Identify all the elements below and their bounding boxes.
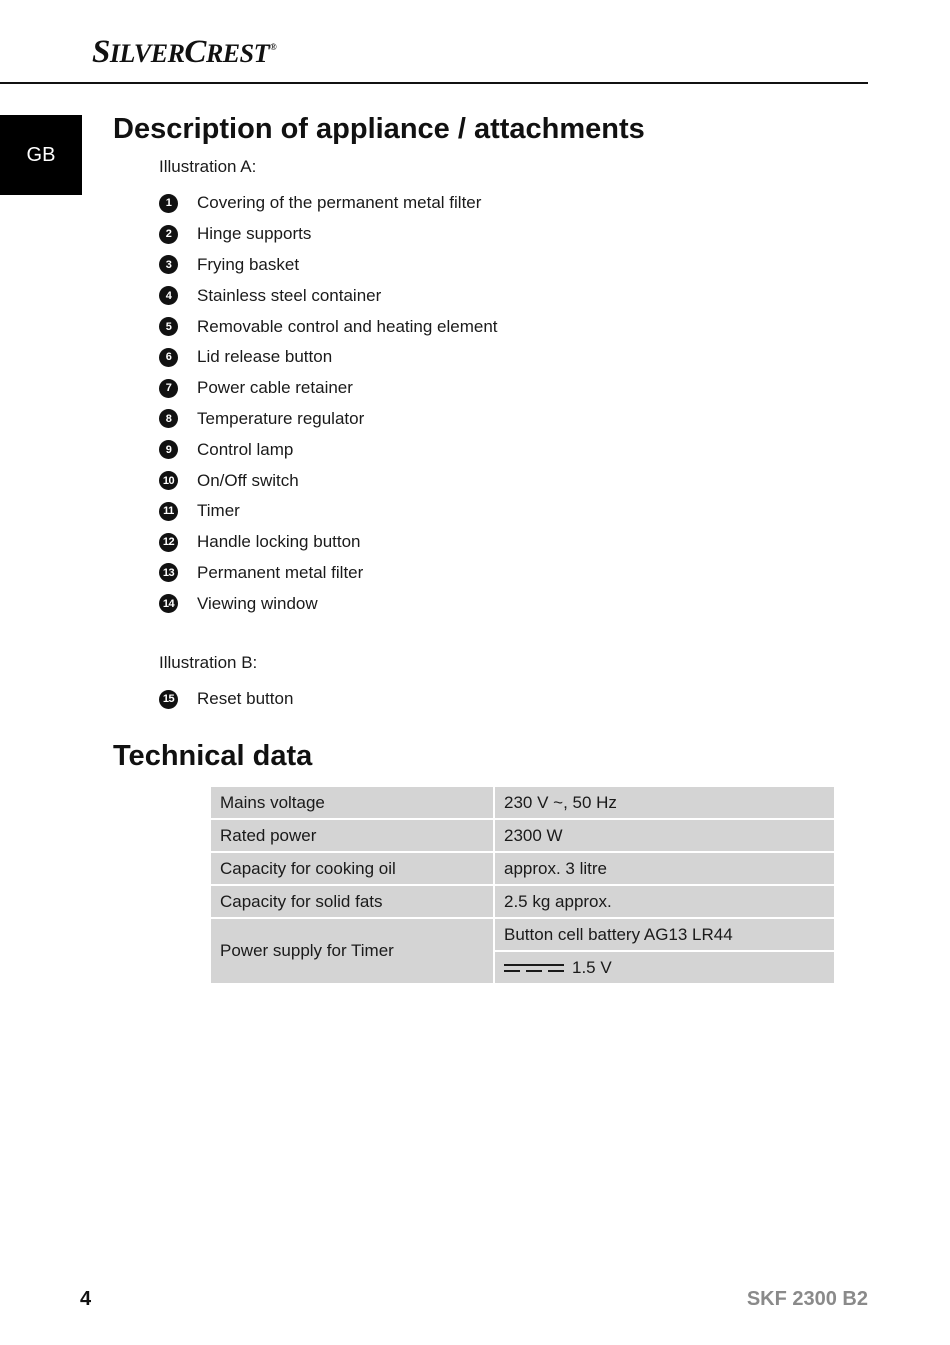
- table-row: [211, 787, 834, 820]
- list-item: [159, 219, 498, 250]
- table-row: [211, 919, 834, 952]
- spec-label: Power supply for Timer: [211, 919, 495, 985]
- list-item: [159, 588, 498, 619]
- item-number-badge: 12: [159, 533, 178, 552]
- item-number-badge: 10: [159, 471, 178, 490]
- item-number-badge: 1: [159, 194, 178, 213]
- list-item: [159, 373, 498, 404]
- item-label: Covering of the permanent metal filter: [197, 193, 482, 213]
- item-number-badge: 7: [159, 379, 178, 398]
- list-item: [159, 558, 498, 589]
- item-number-badge: 3: [159, 255, 178, 274]
- item-number-badge: 11: [159, 502, 178, 521]
- item-number-badge: 8: [159, 409, 178, 428]
- item-label: Permanent metal filter: [197, 562, 364, 582]
- list-item: [159, 280, 498, 311]
- brand-logo: SILVERCREST®: [92, 34, 277, 70]
- item-label: Reset button: [197, 689, 294, 709]
- item-label: Frying basket: [197, 254, 300, 274]
- list-item: [159, 311, 498, 342]
- spec-value: [495, 952, 834, 985]
- voltage-value: 1.5 V: [572, 957, 612, 977]
- item-number-badge: 14: [159, 594, 178, 613]
- parts-list-a: [159, 188, 498, 619]
- item-label: Power cable retainer: [197, 378, 353, 398]
- model-number: SKF 2300 B2: [746, 1288, 868, 1310]
- description-title: Description of appliance / attachments: [113, 113, 645, 145]
- item-label: Control lamp: [197, 439, 294, 459]
- technical-data-title: Technical data: [113, 740, 313, 772]
- list-item: [159, 404, 498, 435]
- illustration-a-label: Illustration A:: [159, 157, 257, 176]
- spec-label: Rated power: [211, 820, 495, 853]
- item-number-badge: 5: [159, 317, 178, 336]
- item-number-badge: 2: [159, 225, 178, 244]
- technical-data-table: [211, 787, 834, 985]
- item-label: Handle locking button: [197, 532, 361, 552]
- item-label: Stainless steel container: [197, 285, 382, 305]
- item-label: Viewing window: [197, 593, 318, 613]
- table-row: [211, 886, 834, 919]
- page-number: 4: [80, 1288, 92, 1310]
- item-label: Lid release button: [197, 347, 333, 367]
- item-number-badge: 15: [159, 690, 178, 709]
- header-divider: [0, 82, 868, 84]
- item-label: Removable control and heating element: [197, 316, 498, 336]
- item-number-badge: 6: [159, 348, 178, 367]
- list-item: [159, 434, 498, 465]
- spec-label: Capacity for cooking oil: [211, 853, 495, 886]
- language-tab-label: GB: [26, 143, 56, 166]
- illustration-b-label: Illustration B:: [159, 653, 258, 672]
- language-tab: [0, 115, 82, 195]
- item-number-badge: 13: [159, 563, 178, 582]
- list-item: [159, 465, 498, 496]
- item-number-badge: 4: [159, 286, 178, 305]
- list-item: [159, 188, 498, 219]
- item-label: Hinge supports: [197, 224, 312, 244]
- spec-label: Mains voltage: [211, 787, 495, 820]
- item-label: Temperature regulator: [197, 408, 365, 428]
- spec-value: approx. 3 litre: [495, 853, 834, 886]
- list-item: [159, 250, 498, 281]
- spec-value: 2.5 kg approx.: [495, 886, 834, 919]
- list-item: [159, 342, 498, 373]
- item-label: On/Off switch: [197, 470, 299, 490]
- item-number-badge: 9: [159, 440, 178, 459]
- direct-current-symbol-icon: [504, 962, 566, 974]
- table-row: [211, 820, 834, 853]
- parts-list-b: [159, 684, 293, 715]
- list-item: [159, 496, 498, 527]
- spec-label: Capacity for solid fats: [211, 886, 495, 919]
- spec-value: Button cell battery AG13 LR44: [495, 919, 834, 952]
- list-item: [159, 527, 498, 558]
- spec-value: 2300 W: [495, 820, 834, 853]
- item-label: Timer: [197, 501, 240, 521]
- spec-value: 230 V ~, 50 Hz: [495, 787, 834, 820]
- table-row: [211, 853, 834, 886]
- list-item: [159, 684, 293, 715]
